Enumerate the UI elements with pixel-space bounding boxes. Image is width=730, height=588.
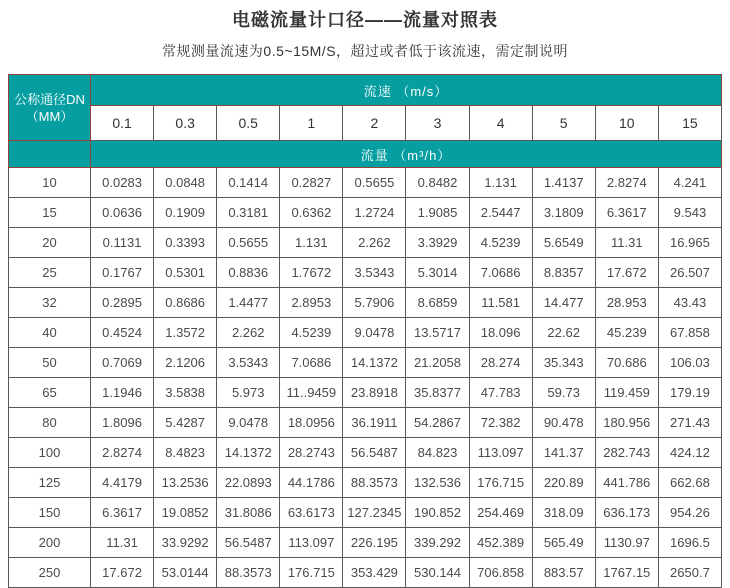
- page-subtitle: 常规测量流速为0.5~15M/S，超过或者低于该流速，需定制说明: [161, 43, 569, 59]
- flow-value-cell: 5.6549: [532, 228, 595, 258]
- flow-value-cell: 45.239: [595, 318, 658, 348]
- velocity-header-cell: 2: [343, 106, 406, 141]
- flow-header-spacer-cell: [9, 141, 91, 168]
- flow-comparison-table: [8, 74, 722, 588]
- flow-value-cell: 1130.97: [595, 528, 658, 558]
- flow-value-cell: 530.144: [406, 558, 469, 588]
- flow-value-cell: 90.478: [532, 408, 595, 438]
- flow-value-cell: 31.8086: [217, 498, 280, 528]
- flow-value-cell: 1.4137: [532, 168, 595, 198]
- velocity-header-cell: 0.3: [154, 106, 217, 141]
- velocity-header-cell: 15: [658, 106, 721, 141]
- flow-value-cell: 127.2345: [343, 498, 406, 528]
- flow-value-cell: 4.5239: [280, 318, 343, 348]
- flow-value-cell: 0.0848: [154, 168, 217, 198]
- flow-value-cell: 88.3573: [217, 558, 280, 588]
- dn-cell: 40: [9, 318, 91, 348]
- flow-value-cell: 0.8686: [154, 288, 217, 318]
- flow-value-cell: 88.3573: [343, 468, 406, 498]
- dn-cell: 200: [9, 528, 91, 558]
- flow-value-cell: 1.9085: [406, 198, 469, 228]
- flow-value-cell: 2.8953: [280, 288, 343, 318]
- dn-cell: 150: [9, 498, 91, 528]
- flow-value-cell: 70.686: [595, 348, 658, 378]
- flow-value-cell: 1767.15: [595, 558, 658, 588]
- flow-value-cell: 54.2867: [406, 408, 469, 438]
- flow-value-cell: 35.8377: [406, 378, 469, 408]
- flow-value-cell: 59.73: [532, 378, 595, 408]
- flow-value-cell: 1.131: [469, 168, 532, 198]
- flow-value-cell: 0.1767: [91, 258, 154, 288]
- flow-value-cell: 26.507: [658, 258, 721, 288]
- dn-cell: 15: [9, 198, 91, 228]
- dn-cell: 50: [9, 348, 91, 378]
- flow-value-cell: 226.195: [343, 528, 406, 558]
- velocity-header-cell: 1: [280, 106, 343, 141]
- flow-value-cell: 106.03: [658, 348, 721, 378]
- flow-value-cell: 0.3393: [154, 228, 217, 258]
- flow-value-cell: 4.5239: [469, 228, 532, 258]
- flow-value-cell: 18.0956: [280, 408, 343, 438]
- table-header: [9, 75, 722, 168]
- flow-value-cell: 1.3572: [154, 318, 217, 348]
- flow-value-cell: 28.274: [469, 348, 532, 378]
- corner-header-line1: 公称通径DN: [14, 91, 85, 107]
- flow-value-cell: 5.4287: [154, 408, 217, 438]
- flow-value-cell: 706.858: [469, 558, 532, 588]
- flow-value-cell: 43.43: [658, 288, 721, 318]
- flow-value-cell: 2.1206: [154, 348, 217, 378]
- velocity-group-header: 流速 （m/s）: [91, 75, 722, 106]
- table-row: [9, 168, 722, 198]
- flow-value-cell: 1696.5: [658, 528, 721, 558]
- flow-value-cell: 353.429: [343, 558, 406, 588]
- flow-value-cell: 14.1372: [343, 348, 406, 378]
- flow-value-cell: 132.536: [406, 468, 469, 498]
- velocity-header-cell: 10: [595, 106, 658, 141]
- flow-value-cell: 662.68: [658, 468, 721, 498]
- flow-value-cell: 14.1372: [217, 438, 280, 468]
- table-row: [9, 348, 722, 378]
- flow-value-cell: 113.097: [469, 438, 532, 468]
- flow-value-cell: 954.26: [658, 498, 721, 528]
- flow-value-cell: 44.1786: [280, 468, 343, 498]
- flow-value-cell: 271.43: [658, 408, 721, 438]
- flow-value-cell: 7.0686: [280, 348, 343, 378]
- flow-value-cell: 63.6173: [280, 498, 343, 528]
- flow-value-cell: 2.262: [343, 228, 406, 258]
- flow-value-cell: 2.262: [217, 318, 280, 348]
- flow-value-cell: 282.743: [595, 438, 658, 468]
- flow-value-cell: 1.4477: [217, 288, 280, 318]
- page-title: 电磁流量计口径——流量对照表: [232, 10, 498, 30]
- flow-value-cell: 1.8096: [91, 408, 154, 438]
- flow-value-cell: 190.852: [406, 498, 469, 528]
- flow-value-cell: 254.469: [469, 498, 532, 528]
- flow-value-cell: 0.8482: [406, 168, 469, 198]
- flow-value-cell: 2650.7: [658, 558, 721, 588]
- velocity-values-row: [9, 106, 722, 141]
- flow-value-cell: 0.5301: [154, 258, 217, 288]
- flow-value-cell: 339.292: [406, 528, 469, 558]
- flow-value-cell: 3.5343: [217, 348, 280, 378]
- flow-value-cell: 21.2058: [406, 348, 469, 378]
- flow-value-cell: 36.1911: [343, 408, 406, 438]
- table-row: [9, 378, 722, 408]
- flow-value-cell: 8.4823: [154, 438, 217, 468]
- flow-value-cell: 4.241: [658, 168, 721, 198]
- flow-value-cell: 14.477: [532, 288, 595, 318]
- flow-value-cell: 5.7906: [343, 288, 406, 318]
- flow-value-cell: 441.786: [595, 468, 658, 498]
- flow-value-cell: 22.62: [532, 318, 595, 348]
- table-row: [9, 198, 722, 228]
- flow-value-cell: 28.2743: [280, 438, 343, 468]
- flow-value-cell: 3.3929: [406, 228, 469, 258]
- flow-value-cell: 13.2536: [154, 468, 217, 498]
- flow-value-cell: 67.858: [658, 318, 721, 348]
- table-row: [9, 258, 722, 288]
- dn-cell: 125: [9, 468, 91, 498]
- dn-cell: 65: [9, 378, 91, 408]
- flow-value-cell: 0.2827: [280, 168, 343, 198]
- flow-value-cell: 424.12: [658, 438, 721, 468]
- flow-value-cell: 0.1131: [91, 228, 154, 258]
- table-row: [9, 228, 722, 258]
- velocity-header-cell: 0.5: [217, 106, 280, 141]
- flow-value-cell: 22.0893: [217, 468, 280, 498]
- flow-value-cell: 3.5838: [154, 378, 217, 408]
- flow-value-cell: 636.173: [595, 498, 658, 528]
- flow-value-cell: 7.0686: [469, 258, 532, 288]
- flow-value-cell: 141.37: [532, 438, 595, 468]
- flow-value-cell: 1.1946: [91, 378, 154, 408]
- table-row: [9, 528, 722, 558]
- flow-value-cell: 11.581: [469, 288, 532, 318]
- flow-value-cell: 8.8357: [532, 258, 595, 288]
- flow-value-cell: 35.343: [532, 348, 595, 378]
- velocity-header-cell: 3: [406, 106, 469, 141]
- flow-value-cell: 0.5655: [217, 228, 280, 258]
- flow-value-cell: 119.459: [595, 378, 658, 408]
- corner-header-line2: （MM）: [25, 108, 74, 124]
- table-row: [9, 558, 722, 588]
- flow-value-cell: 6.3617: [595, 198, 658, 228]
- flow-value-cell: 9.0478: [343, 318, 406, 348]
- flow-value-cell: 179.19: [658, 378, 721, 408]
- table-row: [9, 438, 722, 468]
- flow-value-cell: 8.6859: [406, 288, 469, 318]
- flow-value-cell: 3.5343: [343, 258, 406, 288]
- flow-value-cell: 0.7069: [91, 348, 154, 378]
- dn-cell: 80: [9, 408, 91, 438]
- velocity-header-cell: 4: [469, 106, 532, 141]
- corner-header-cell: [9, 75, 91, 141]
- flow-value-cell: 11..9459: [280, 378, 343, 408]
- dn-cell: 10: [9, 168, 91, 198]
- flow-value-cell: 23.8918: [343, 378, 406, 408]
- flow-value-cell: 9.0478: [217, 408, 280, 438]
- flow-value-cell: 176.715: [469, 468, 532, 498]
- flow-value-cell: 0.0636: [91, 198, 154, 228]
- flow-value-cell: 565.49: [532, 528, 595, 558]
- flow-value-cell: 28.953: [595, 288, 658, 318]
- flow-value-cell: 17.672: [91, 558, 154, 588]
- flow-value-cell: 1.7672: [280, 258, 343, 288]
- velocity-header-cell: 0.1: [91, 106, 154, 141]
- flow-value-cell: 56.5487: [217, 528, 280, 558]
- table-row: [9, 318, 722, 348]
- flow-value-cell: 11.31: [595, 228, 658, 258]
- flow-value-cell: 9.543: [658, 198, 721, 228]
- flow-value-cell: 1.2724: [343, 198, 406, 228]
- flow-value-cell: 220.89: [532, 468, 595, 498]
- flow-value-cell: 0.0283: [91, 168, 154, 198]
- flow-value-cell: 11.31: [91, 528, 154, 558]
- dn-cell: 25: [9, 258, 91, 288]
- flow-value-cell: 883.57: [532, 558, 595, 588]
- flow-value-cell: 56.5487: [343, 438, 406, 468]
- flow-group-header: 流量 （m³/h）: [91, 141, 722, 168]
- flow-value-cell: 19.0852: [154, 498, 217, 528]
- flow-value-cell: 2.8274: [595, 168, 658, 198]
- flow-value-cell: 0.5655: [343, 168, 406, 198]
- flow-value-cell: 318.09: [532, 498, 595, 528]
- dn-cell: 20: [9, 228, 91, 258]
- table-row: [9, 288, 722, 318]
- flow-value-cell: 17.672: [595, 258, 658, 288]
- flow-value-cell: 53.0144: [154, 558, 217, 588]
- flow-value-cell: 2.8274: [91, 438, 154, 468]
- flow-value-cell: 5.973: [217, 378, 280, 408]
- flow-value-cell: 72.382: [469, 408, 532, 438]
- flow-value-cell: 6.3617: [91, 498, 154, 528]
- table-row: [9, 498, 722, 528]
- flow-value-cell: 0.4524: [91, 318, 154, 348]
- flow-value-cell: 2.5447: [469, 198, 532, 228]
- flow-value-cell: 0.2895: [91, 288, 154, 318]
- flow-value-cell: 0.6362: [280, 198, 343, 228]
- dn-cell: 32: [9, 288, 91, 318]
- flow-group-row: [9, 141, 722, 168]
- flow-value-cell: 3.1809: [532, 198, 595, 228]
- flow-value-cell: 1.131: [280, 228, 343, 258]
- flow-value-cell: 18.096: [469, 318, 532, 348]
- flow-value-cell: 33.9292: [154, 528, 217, 558]
- velocity-group-row: [9, 75, 722, 106]
- table-body: [9, 168, 722, 588]
- dn-cell: 250: [9, 558, 91, 588]
- table-row: [9, 468, 722, 498]
- table-row: [9, 408, 722, 438]
- flow-value-cell: 0.1909: [154, 198, 217, 228]
- flow-value-cell: 13.5717: [406, 318, 469, 348]
- flow-value-cell: 113.097: [280, 528, 343, 558]
- flow-value-cell: 5.3014: [406, 258, 469, 288]
- flow-value-cell: 0.3181: [217, 198, 280, 228]
- flow-value-cell: 176.715: [280, 558, 343, 588]
- flow-value-cell: 16.965: [658, 228, 721, 258]
- velocity-header-cell: 5: [532, 106, 595, 141]
- flow-value-cell: 180.956: [595, 408, 658, 438]
- flow-value-cell: 84.823: [406, 438, 469, 468]
- flow-value-cell: 47.783: [469, 378, 532, 408]
- flow-value-cell: 0.1414: [217, 168, 280, 198]
- dn-cell: 100: [9, 438, 91, 468]
- flow-value-cell: 0.8836: [217, 258, 280, 288]
- flow-value-cell: 452.389: [469, 528, 532, 558]
- flow-value-cell: 4.4179: [91, 468, 154, 498]
